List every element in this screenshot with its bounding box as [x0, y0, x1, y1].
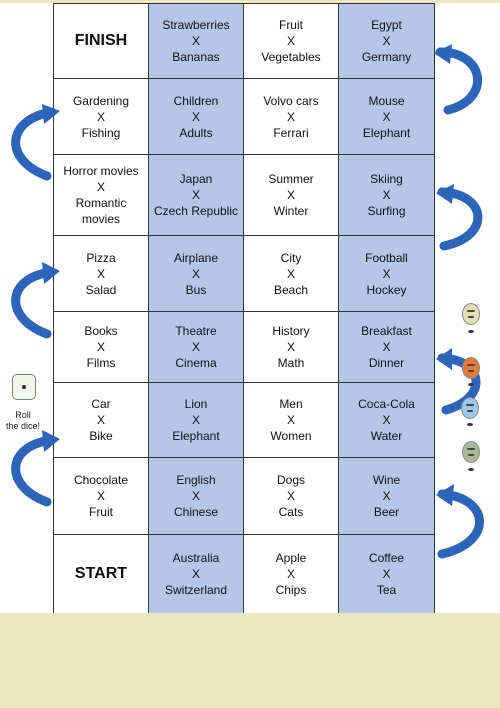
board-cell: Apple X Chips: [244, 535, 339, 614]
board-cell: Egypt X Germany: [339, 4, 435, 79]
finish-cell: FINISH: [54, 4, 149, 79]
board-cell: Gardening X Fishing: [54, 79, 149, 155]
board-cell: Car X Bike: [54, 383, 149, 458]
board-cell: Airplane X Bus: [149, 236, 244, 312]
roll-dice-label: Roll the dice!: [5, 410, 41, 431]
board-cell: Chocolate X Fruit: [54, 458, 149, 535]
board-cell: Horror movies X Romantic movies: [54, 155, 149, 236]
board-cell: Lion X Elephant: [149, 383, 244, 458]
player-token-icon[interactable]: [462, 357, 480, 379]
arrow-right-row1-icon: [430, 44, 500, 119]
token-base: [467, 423, 473, 426]
token-base: [468, 383, 474, 386]
game-board: [53, 3, 435, 614]
board-cell: Pizza X Salad: [54, 236, 149, 312]
board-cell: Strawberries X Bananas: [149, 4, 244, 79]
board-cell: Summer X Winter: [244, 155, 339, 236]
board-cell: Football X Hockey: [339, 236, 435, 312]
board-cell: History X Math: [244, 312, 339, 383]
board-cell: Skiing X Surfing: [339, 155, 435, 236]
board-cell: Coca-Cola X Water: [339, 383, 435, 458]
board-cell: Wine X Beer: [339, 458, 435, 535]
token-base: [468, 330, 474, 333]
player-token-icon[interactable]: [462, 441, 480, 463]
board-cell: English X Chinese: [149, 458, 244, 535]
arrow-left-row6-icon: [2, 430, 62, 510]
board-cell: Breakfast X Dinner: [339, 312, 435, 383]
arrow-left-row2-icon: [2, 104, 62, 184]
board-cell: City X Beach: [244, 236, 339, 312]
player-token-icon[interactable]: [461, 397, 479, 419]
board-cell: Dogs X Cats: [244, 458, 339, 535]
board-cell: Books X Films: [54, 312, 149, 383]
board-cell: Japan X Czech Republic: [149, 155, 244, 236]
board-cell: Fruit X Vegetables: [244, 4, 339, 79]
dice-icon[interactable]: [12, 374, 36, 400]
token-base: [468, 468, 474, 471]
board-cell: Men X Women: [244, 383, 339, 458]
player-token-icon[interactable]: [462, 303, 480, 325]
start-cell: START: [54, 535, 149, 614]
board-cell: Australia X Switzerland: [149, 535, 244, 614]
arrow-right-row7-icon: [432, 484, 500, 564]
board-cell: Volvo cars X Ferrari: [244, 79, 339, 155]
arrow-left-row4-icon: [2, 262, 62, 342]
board-cell: Coffee X Tea: [339, 535, 435, 614]
board-cell: Children X Adults: [149, 79, 244, 155]
bottom-band: [0, 613, 500, 708]
board-cell: Theatre X Cinema: [149, 312, 244, 383]
arrow-right-row3-icon: [432, 184, 500, 256]
board-cell: Mouse X Elephant: [339, 79, 435, 155]
